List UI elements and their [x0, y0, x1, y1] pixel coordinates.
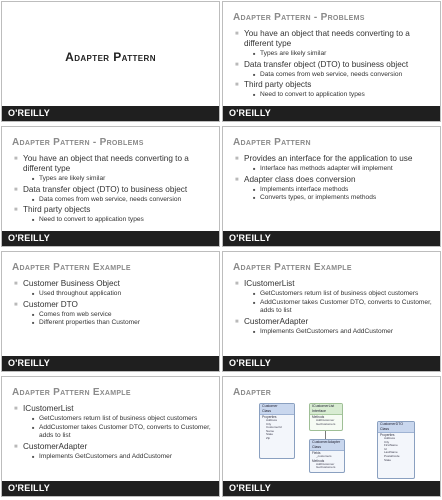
class-member: Id	[384, 446, 387, 451]
class-member: LastName	[384, 450, 398, 455]
bullet-list	[235, 154, 432, 204]
oreilly-logo: O'REILLY	[229, 233, 271, 243]
slide-8[interactable]	[222, 376, 441, 497]
bullet-item: ■ Data transfer object (DTO) to business object ■ Data comes from web service, needs conversion	[235, 60, 432, 80]
slide-title: Adapter	[233, 387, 272, 398]
slide-title: Adapter Pattern Example	[12, 387, 131, 398]
class-section: Properties	[380, 433, 395, 437]
class-member: City	[266, 421, 272, 426]
slide-footer	[2, 356, 219, 371]
bullet-list	[14, 279, 211, 329]
class-section: Methods	[312, 415, 325, 419]
sub-bullet: ■ Implements GetCustomers and AddCustomer	[244, 328, 432, 337]
class-box-customeradapter	[309, 439, 345, 473]
slide-6[interactable]	[222, 251, 441, 372]
bullet-item: ■ Data transfer object (DTO) to business object ■ Data comes from web service, needs conversion	[14, 185, 211, 205]
class-kind: Class	[262, 408, 271, 413]
class-name: CustomerDTO	[380, 422, 404, 426]
slide-footer	[223, 106, 440, 121]
class-member: CustomerId	[266, 425, 282, 430]
class-box-customerdto	[377, 421, 415, 479]
slide-title: Adapter Pattern	[233, 137, 311, 148]
slide-footer	[2, 481, 219, 496]
oreilly-logo: O'REILLY	[8, 108, 50, 118]
bullet-list	[235, 279, 432, 337]
slide-title: Adapter Pattern Example	[12, 262, 131, 273]
sub-bullet: ■ Data comes from web service, needs conversion	[23, 196, 211, 205]
slide-title: Adapter Pattern	[65, 50, 156, 64]
slide-title: Adapter Pattern - Problems	[12, 137, 144, 148]
class-kind: Class	[380, 426, 389, 431]
implements-connector	[325, 431, 326, 439]
slide-5[interactable]	[1, 251, 220, 372]
sub-bullet: ■ Need to convert to application types	[244, 91, 432, 100]
class-section: Fields	[312, 451, 321, 455]
class-member: Zip	[266, 435, 271, 440]
sub-bullet: ■ AddCustomer takes Customer DTO, converts to Customer, adds to list	[244, 299, 432, 316]
class-kind: Interface	[312, 408, 326, 413]
slide-footer	[223, 481, 440, 496]
sub-bullet: ■ AddCustomer takes Customer DTO, converts to Customer, adds to list	[23, 424, 211, 441]
class-member: AddCustomer	[316, 418, 335, 422]
bullet-item: ■ Customer DTO ■ Comes from web service ■ Different properties than Customer	[14, 300, 211, 328]
oreilly-logo: O'REILLY	[8, 483, 50, 493]
sub-bullet: ■ Data comes from web service, needs conversion	[244, 71, 432, 80]
bullet-list	[235, 29, 432, 101]
oreilly-logo: O'REILLY	[229, 108, 271, 118]
class-member: AddCustomer	[316, 461, 335, 466]
class-member: FirstName	[384, 443, 398, 448]
class-member: State	[384, 457, 392, 462]
class-box-icustomerlist	[309, 403, 343, 431]
sub-bullet: ■ Interface has methods adapter will implement	[244, 165, 432, 174]
slide-2[interactable]	[222, 1, 441, 122]
oreilly-logo: O'REILLY	[229, 483, 271, 493]
class-name: CustomerAdapter	[312, 440, 341, 444]
slide-footer	[223, 231, 440, 246]
bullet-list	[14, 404, 211, 462]
sub-bullet: ■ Need to convert to application types	[23, 216, 211, 225]
class-box-customer	[259, 403, 295, 459]
class-section: Properties	[262, 415, 277, 419]
sub-bullet: ■ Implements GetCustomers and AddCustomer	[23, 453, 211, 462]
oreilly-logo: O'REILLY	[229, 358, 271, 368]
bullet-item: ■ CustomerAdapter ■ Implements GetCustomers and AddCustomer	[235, 317, 432, 337]
sub-bullet: ■ Types are likely similar	[244, 50, 432, 59]
bullet-list	[14, 154, 211, 226]
slide-footer	[223, 356, 440, 371]
slide-title: Adapter Pattern - Problems	[233, 12, 365, 23]
bullet-item: ■ Third party objects ■ Need to convert to application types	[235, 80, 432, 100]
class-member: _customers	[316, 454, 332, 458]
class-member: GetCustomers	[316, 465, 336, 470]
bullet-item: ■ ICustomerList ■ GetCustomers return list of business object customers ■ AddCustomer takes Customer DTO, converts to Customer, adds to list	[14, 404, 211, 441]
class-section: Methods	[312, 458, 325, 463]
sub-bullet: ■ GetCustomers return list of business object customers	[244, 290, 432, 299]
bullet-item: ■ Provides an interface for the application to use ■ Interface has methods adapter will implement	[235, 154, 432, 174]
bullet-item: ■ You have an object that needs converting to a different type ■ Types are likely similar	[14, 154, 211, 184]
slide-footer	[2, 231, 219, 246]
class-name: ICustomerList	[312, 404, 335, 408]
bullet-item: ■ You have an object that needs converting to a different type ■ Types are likely similar	[235, 29, 432, 59]
class-member: PostalCode	[384, 453, 400, 458]
sub-bullet: ■ Different properties than Customer	[23, 319, 211, 328]
sub-bullet: ■ Used throughout application	[23, 290, 211, 299]
bullet-item: ■ Customer Business Object ■ Used throughout application	[14, 279, 211, 299]
sub-bullet: ■ Converts types, or implements methods	[244, 194, 432, 203]
sub-bullet: ■ Implements interface methods	[244, 186, 432, 195]
class-member: City	[384, 439, 390, 444]
slide-3[interactable]	[1, 126, 220, 247]
bullet-item: ■ ICustomerList ■ GetCustomers return list of business object customers ■ AddCustomer takes Customer DTO, converts to Customer, adds to list	[235, 279, 432, 316]
class-diagram	[253, 401, 433, 481]
slide-7[interactable]	[1, 376, 220, 497]
slide-4[interactable]	[222, 126, 441, 247]
class-member: State	[266, 432, 274, 437]
class-member: Address	[266, 418, 278, 422]
sub-bullet: ■ Comes from web service	[23, 311, 211, 320]
oreilly-logo: O'REILLY	[8, 233, 50, 243]
bullet-item: ■ Adapter class does conversion ■ Implements interface methods ■ Converts types, or implements methods	[235, 175, 432, 203]
bullet-item: ■ CustomerAdapter ■ Implements GetCustomers and AddCustomer	[14, 442, 211, 462]
slide-1[interactable]	[1, 1, 220, 122]
class-kind: Class	[312, 444, 321, 449]
sub-bullet: ■ Types are likely similar	[23, 175, 211, 184]
oreilly-logo: O'REILLY	[8, 358, 50, 368]
bullet-item: ■ Third party objects ■ Need to convert to application types	[14, 205, 211, 225]
slide-footer	[2, 106, 219, 121]
class-member: GetCustomers	[316, 421, 336, 426]
class-member: Name	[266, 428, 275, 433]
sub-bullet: ■ GetCustomers return list of business object customers	[23, 415, 211, 424]
class-member: Address	[384, 436, 396, 440]
slide-title: Adapter Pattern Example	[233, 262, 352, 273]
class-name: Customer	[262, 404, 278, 408]
